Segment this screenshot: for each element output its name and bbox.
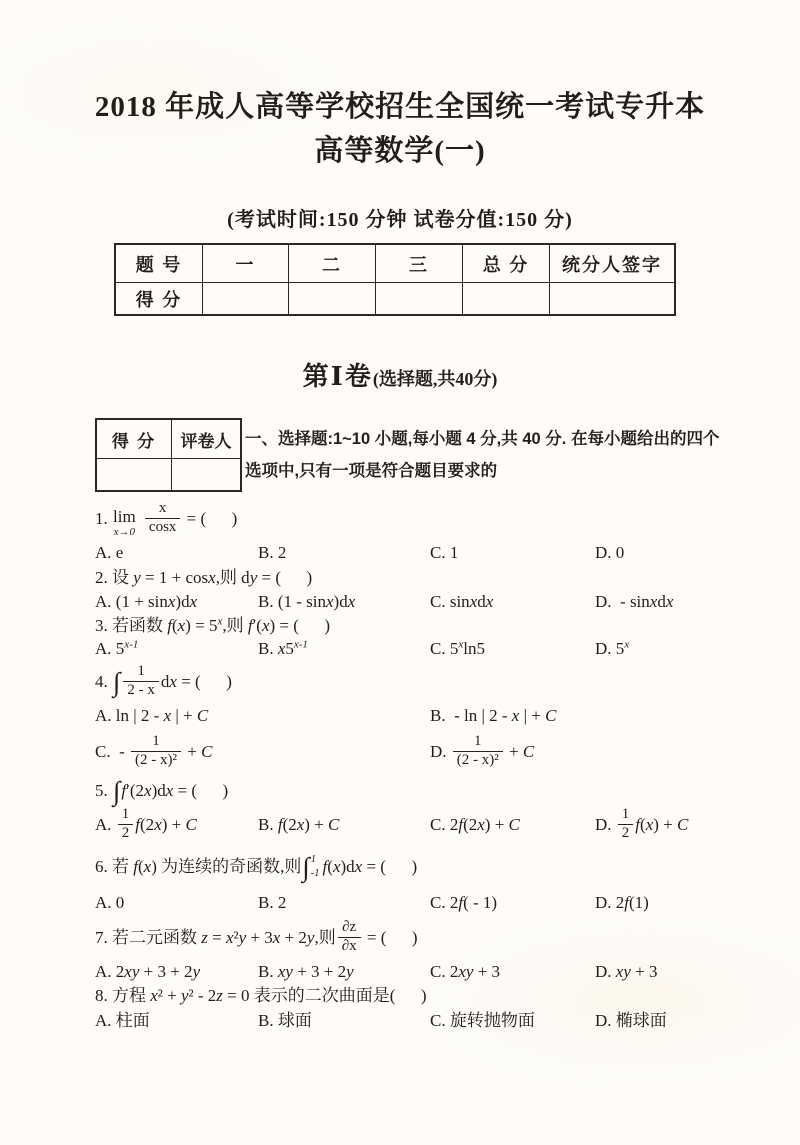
score-table-header-row bbox=[115, 244, 675, 283]
question-7-option-c: C. 2xy + 3 bbox=[430, 962, 501, 981]
score-row-label: 得 分 bbox=[115, 283, 203, 316]
grader-score-label: 得 分 bbox=[96, 419, 172, 459]
question-3-option-d: D. 5$^x$ bbox=[595, 638, 630, 658]
question-4-options-row1 bbox=[95, 704, 790, 728]
question-2-option-c: C. sinxdx bbox=[430, 592, 494, 611]
question-8-option-d: D. 椭球面 bbox=[595, 1011, 667, 1030]
question-5-option-c: C. 2f(2x) + C bbox=[430, 815, 520, 834]
exam-info-line: (考试时间:150 分钟 试卷分值:150 分) bbox=[227, 209, 573, 231]
question-6-stem: 6. 若 f(x) 为连续的奇函数,则 ∫ 1 -1 f(x)dx = ( ) bbox=[95, 851, 418, 882]
question-3-stem: 3. 若函数 $f(x) = 5^x$,则 f′(x) = ( ) bbox=[95, 615, 331, 635]
question-5-options bbox=[95, 806, 790, 844]
score-cell-empty bbox=[376, 283, 463, 316]
question-7-option-d: D. xy + 3 bbox=[595, 962, 658, 981]
question-4-option-b: B. - ln | 2 - x | + C bbox=[430, 706, 557, 725]
section1-heading-main: 第Ⅰ卷 bbox=[302, 362, 373, 391]
question-4-option-d: D. $\frac{1}{\text{(2 - x)²}}$ + C bbox=[430, 732, 535, 768]
question-4-option-c: C. - $\frac{1}{\text{(2 - x)²}}$ + C bbox=[95, 732, 213, 768]
score-header-part-one: 一 bbox=[203, 244, 289, 283]
question-8-options bbox=[95, 1008, 790, 1034]
instructions-line2: 选项中,只有一项是符合题目要求的 bbox=[245, 462, 498, 480]
question-1-option-d: D. 0 bbox=[595, 543, 625, 562]
question-7-stem: 7. 若二元函数 z = x²y + 3x + 2y,则 $\frac{\partial z}{\partial x}$ = ( ) bbox=[95, 918, 418, 954]
grader-person-label: 评卷人 bbox=[172, 419, 242, 459]
question-1-options bbox=[95, 540, 790, 566]
question-5-stem: 5. ∫ f′(2x)dx = ( ) bbox=[95, 775, 229, 806]
question-8-option-b: B. 球面 bbox=[258, 1011, 312, 1030]
grader-table-header-row bbox=[96, 419, 241, 459]
question-8-option-a: A. 柱面 bbox=[95, 1011, 150, 1030]
score-table-score-row bbox=[115, 283, 675, 316]
question-3-option-c: C. 5$^x$ln5 bbox=[430, 638, 485, 658]
score-header-question-number: 题 号 bbox=[115, 244, 203, 283]
question-6-options bbox=[95, 890, 790, 916]
score-header-part-two: 二 bbox=[289, 244, 376, 283]
question-4-options-row2 bbox=[95, 728, 790, 776]
question-5-option-d: D. $\frac{1}{2}$ f(x) + C bbox=[595, 805, 689, 841]
section1-instructions bbox=[245, 423, 800, 487]
question-7-options bbox=[95, 960, 790, 984]
question-4-option-a: A. ln | 2 - x | + C bbox=[95, 706, 209, 725]
question-4-stem: 4. ∫ $\frac{1}{2 - x}$ dx = ( ) bbox=[95, 662, 232, 698]
exam-title-line2: 高等数学(一) bbox=[314, 135, 486, 167]
question-6-option-d: D. 2f(1) bbox=[595, 893, 649, 912]
score-cell-empty bbox=[289, 283, 376, 316]
question-1-option-a: A. e bbox=[95, 543, 124, 562]
question-2-options bbox=[95, 590, 790, 614]
question-5-option-b: B. f(2x) + C bbox=[258, 815, 340, 834]
question-3-options bbox=[95, 638, 790, 660]
questions-list bbox=[95, 498, 790, 1034]
question-3-option-b: B. x5$^{x-1}$ bbox=[258, 638, 308, 658]
section1-heading-sub: (选择题,共40分) bbox=[372, 369, 498, 389]
question-1-option-b: B. 2 bbox=[258, 543, 287, 562]
score-header-part-three: 三 bbox=[376, 244, 463, 283]
question-6-option-c: C. 2f( - 1) bbox=[430, 893, 498, 912]
question-8-option-c: C. 旋转抛物面 bbox=[430, 1011, 535, 1030]
score-table bbox=[114, 243, 676, 316]
score-header-total: 总 分 bbox=[463, 244, 550, 283]
question-5-option-a: A. $\frac{1}{2}$ f(2x) + C bbox=[95, 805, 197, 841]
score-cell-empty bbox=[203, 283, 289, 316]
question-8-stem: 8. 方程 x² + y² - 2z = 0 表示的二次曲面是( ) bbox=[95, 986, 427, 1005]
grader-cell-empty bbox=[96, 459, 172, 492]
score-cell-empty bbox=[550, 283, 676, 316]
question-2-option-d: D. - sinxdx bbox=[595, 592, 674, 611]
question-6-option-a: A. 0 bbox=[95, 893, 125, 912]
question-7-option-a: A. 2xy + 3 + 2y bbox=[95, 962, 201, 981]
section1-heading bbox=[0, 356, 800, 393]
question-7-option-b: B. xy + 3 + 2y bbox=[258, 962, 354, 981]
question-1-stem: 1. lim x→0 $\frac{x}{\cos x}$ = ( ) bbox=[95, 499, 238, 539]
instructions-line1: 一、选择题:1~10 小题,每小题 4 分,共 40 分. 在每小题给出的四个 bbox=[245, 430, 720, 448]
question-2-option-b: B. (1 - sinx)dx bbox=[258, 592, 356, 611]
question-1-option-c: C. 1 bbox=[430, 543, 459, 562]
question-3-option-a: A. 5$^{x-1}$ bbox=[95, 638, 139, 658]
question-2-stem: 2. 设 y = 1 + cosx,则 dy = ( ) bbox=[95, 568, 313, 587]
grader-table-empty-row bbox=[96, 459, 241, 492]
score-cell-empty bbox=[463, 283, 550, 316]
question-6-option-b: B. 2 bbox=[258, 893, 287, 912]
score-header-grader-signature: 统分人签字 bbox=[550, 244, 676, 283]
question-2-option-a: A. (1 + sinx)dx bbox=[95, 592, 198, 611]
grader-cell-empty bbox=[172, 459, 242, 492]
grader-table bbox=[95, 418, 242, 492]
exam-title-line1: 2018 年成人高等学校招生全国统一考试专升本 bbox=[94, 91, 706, 123]
